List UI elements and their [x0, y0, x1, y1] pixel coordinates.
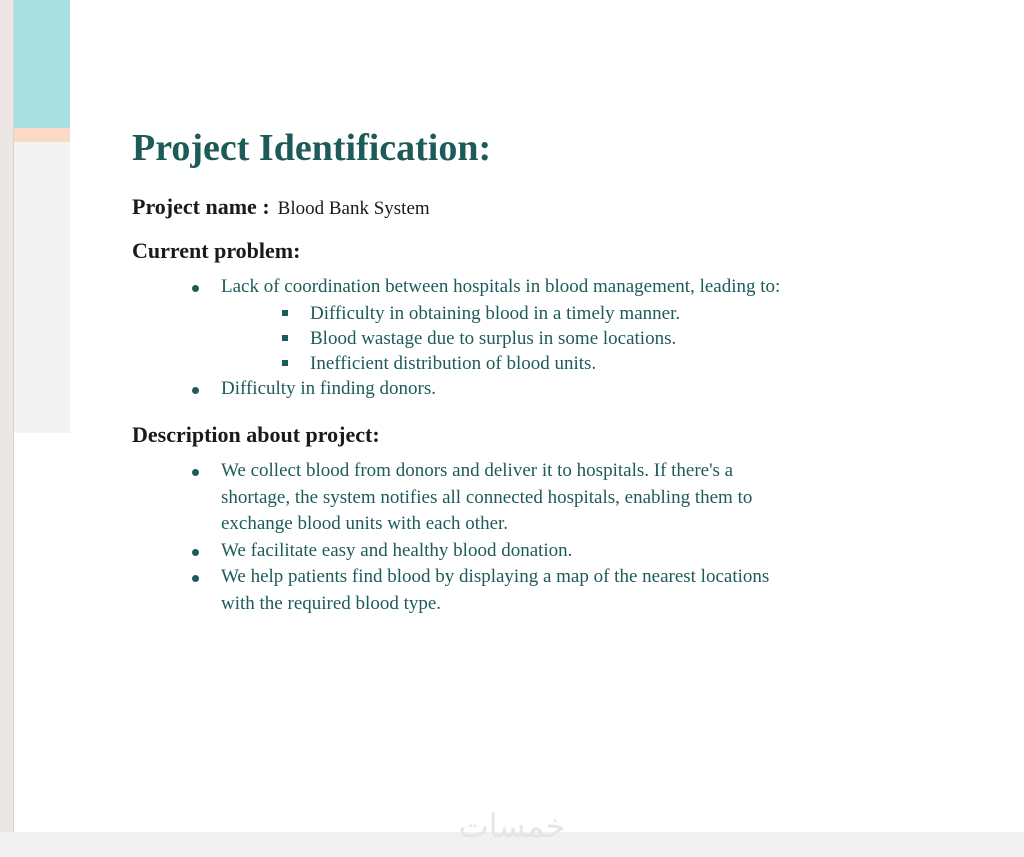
bullet-icon — [192, 469, 199, 476]
description-heading: Description about project: — [132, 422, 380, 447]
bullet-icon — [192, 387, 199, 394]
decorative-peach-strip — [14, 128, 70, 142]
current-problem-list — [132, 274, 792, 402]
list-item — [132, 564, 792, 617]
current-problem-heading: Current problem: — [132, 238, 301, 263]
square-bullet-icon — [282, 360, 288, 366]
project-name-line — [132, 192, 792, 222]
list-item-text: Lack of coordination between hospitals in blood management, leading to: — [221, 276, 781, 297]
square-bullet-icon — [282, 335, 288, 341]
list-item — [132, 376, 792, 403]
square-bullet-icon — [282, 310, 288, 316]
sub-list-item — [221, 351, 792, 376]
document-body — [132, 122, 792, 617]
description-list — [132, 458, 792, 617]
decorative-teal-block — [14, 0, 70, 128]
sub-list-item — [221, 301, 792, 326]
bullet-icon — [192, 285, 199, 292]
bullet-icon — [192, 549, 199, 556]
list-item — [132, 274, 792, 376]
project-name-label: Project name : — [132, 194, 270, 219]
sub-list-item-text: Inefficient distribution of blood units. — [310, 352, 597, 374]
sub-list — [221, 301, 792, 376]
list-item — [132, 538, 792, 565]
project-name-value: Blood Bank System — [277, 198, 430, 219]
list-item-text: We facilitate easy and healthy blood donation. — [221, 539, 573, 561]
sub-list-item-text: Difficulty in obtaining blood in a timely manner. — [310, 302, 681, 324]
list-item-text: Difficulty in finding donors. — [221, 377, 436, 399]
decorative-gray-block — [14, 142, 70, 433]
list-item — [132, 458, 792, 538]
page-title: Project Identification: — [132, 127, 492, 169]
list-item-text: We help patients find blood by displaying a map of the nearest locations with the required blood type. — [221, 566, 770, 614]
sub-list-item — [221, 326, 792, 351]
list-item-text: We collect blood from donors and deliver it to hospitals. If there's a shortage, the system notifies all connected hospitals, enabling them to exchange blood units with each other. — [221, 460, 753, 534]
sub-list-item-text: Blood wastage due to surplus in some locations. — [310, 327, 677, 349]
bullet-icon — [192, 575, 199, 582]
page-left-margin — [0, 0, 13, 832]
watermark-logo: خمسات — [458, 807, 566, 845]
